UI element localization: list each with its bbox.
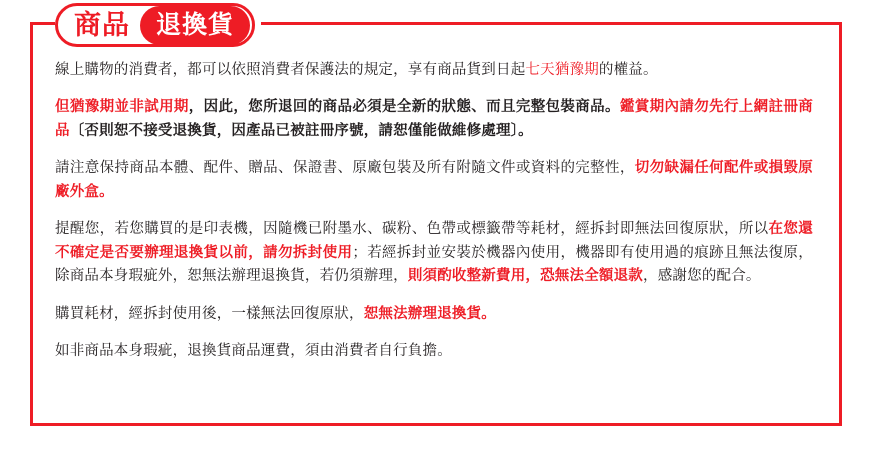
text-run: 請注意保持商品本體、配件、贈品、保證書、原廠包裝及所有附隨文件或資料的完整性，: [55, 160, 635, 177]
text-run: 線上購物的消費者，都可以依照消費者保護法的規定，享有商品貨到日起: [55, 62, 526, 78]
text-run: 但: [55, 99, 70, 116]
text-run: 猶豫期並非試用期: [69, 99, 189, 116]
notice-title-left: 商品: [74, 9, 130, 41]
notice-paragraph-3: [55, 157, 813, 204]
return-policy-notice-box: [30, 9, 842, 426]
notice-paragraph-6: [55, 340, 813, 363]
notice-content: [33, 25, 839, 364]
text-run: 鑑賞期內請勿先行上網註冊商品: [55, 99, 813, 139]
notice-paragraph-1: [55, 59, 813, 82]
text-run: 切勿缺漏任何配件或損毀原廠外盒。: [55, 160, 814, 200]
text-run: ；若經拆封並安裝於機器內使用，機器即有使用過的痕跡且無法復原，除商品本身瑕疵外，恕無法辦理退換貨，若仍須辦理，: [55, 244, 814, 285]
text-run: 在您還不確定是否要辦理退換貨以前，請勿拆封使用: [55, 221, 813, 261]
text-run: 如非商品本身瑕疵，退換貨商品運費，須由消費者自行負擔。: [55, 343, 452, 360]
text-run: 提醒您，若您購買的是印表機，因隨機已附墨水、碳粉、色帶或標籤帶等耗材，經拆封即無法回復原狀，所以: [55, 221, 769, 238]
notice-paragraph-2: [55, 96, 813, 143]
text-run: ，因此，您所退回的商品必須是全新的狀態、而且完整包裝商品。: [188, 99, 620, 116]
text-run: 的權益。: [598, 62, 658, 78]
text-run: 則須酌收整新費用，恐無法全額退款: [407, 268, 644, 285]
text-run: ，感謝您的配合。: [643, 268, 761, 285]
text-run: 七天猶豫期: [525, 62, 599, 78]
text-run: 恕無法辦理退換貨。: [363, 305, 497, 322]
text-run: 〔否則恕不接受退換貨，因產品已被註冊序號，請恕僅能做維修處理〕。: [69, 122, 533, 139]
text-run: 購買耗材，經拆封使用後，一樣無法回復原狀，: [55, 305, 364, 322]
notice-paragraph-5: [55, 303, 813, 326]
notice-paragraph-4: [55, 218, 813, 288]
notice-title-right: 退換貨: [140, 6, 250, 45]
